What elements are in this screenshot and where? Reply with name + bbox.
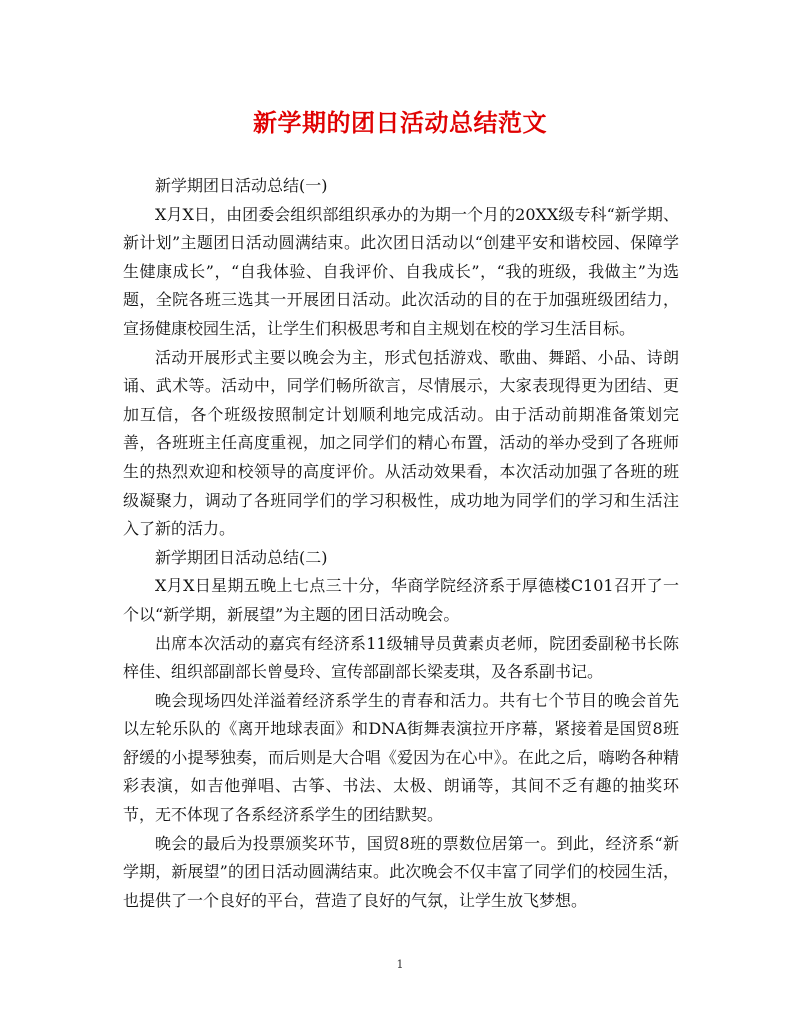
paragraph: X月X日，由团委会组织部组织承办的为期一个月的20XX级专科“新学期、新计划”主题团日活动圆满结束。此次团日活动以“创建平安和谐校园、保障学生健康成长”，“自我体验、自我评价、自我成长”，“我的班级，我做主”为选题，全院各班三选其一开展团日活动。此次活动的目的在于加强班级团结力，宣扬健康校园生活，让学生们积极思考和自主规划在校的学习生活目标。	[123, 204, 679, 338]
section-heading-1: 新学期团日活动总结(一)	[155, 176, 328, 195]
paragraph: 出席本次活动的嘉宾有经济系11级辅导员黄素贞老师，院团委副秘书长陈梓佳、组织部副部长曾曼玲、宣传部副部长梁麦琪，及各系副书记。	[123, 633, 679, 682]
document-title: 新学期的团日活动总结范文	[253, 109, 547, 137]
paragraph: 晚会现场四处洋溢着经济系学生的青春和活力。共有七个节目的晚会首先以左轮乐队的《离开地球表面》和DNA街舞表演拉开序幕，紧接着是国贸8班舒缓的小提琴独奏，而后则是大合唱《爱因为在心中》。在此之后，嗨哟各种精彩表演，如吉他弹唱、古筝、书法、太极、朗诵等，其间不乏有趣的抽奖环节，无不体现了各系经济系学生的团结默契。	[123, 690, 679, 825]
paragraph: X月X日星期五晚上七点三十分，华商学院经济系于厚德楼C101召开了一个以“新学期，新展望”为主题的团日活动晚会。	[123, 576, 679, 624]
paragraph: 晚会的最后为投票颁奖环节，国贸8班的票数位居第一。到此，经济系“新学期，新展望”的团日活动圆满结束。此次晚会不仅丰富了同学们的校园生活，也提供了一个良好的平台，营造了良好的气氛，让学生放飞梦想。	[123, 833, 679, 910]
document-body	[123, 172, 679, 915]
section-heading-2: 新学期团日活动总结(二)	[155, 547, 328, 567]
paragraph: 活动开展形式主要以晚会为主，形式包括游戏、歌曲、舞蹈、小品、诗朗诵、武术等。活动中，同学们畅所欲言，尽情展示，大家表现得更为团结、更加互信，各个班级按照制定计划顺利地完成活动。由于活动前期准备策划完善，各班班主任高度重视，加之同学们的精心布置，活动的举办受到了各班师生的热烈欢迎和校领导的高度评价。从活动效果看，本次活动加强了各班的班级凝聚力，调动了各班同学们的学习积极性，成功地为同学们的学习和生活注入了新的活力。	[123, 347, 679, 539]
page-number: 1	[396, 958, 404, 971]
